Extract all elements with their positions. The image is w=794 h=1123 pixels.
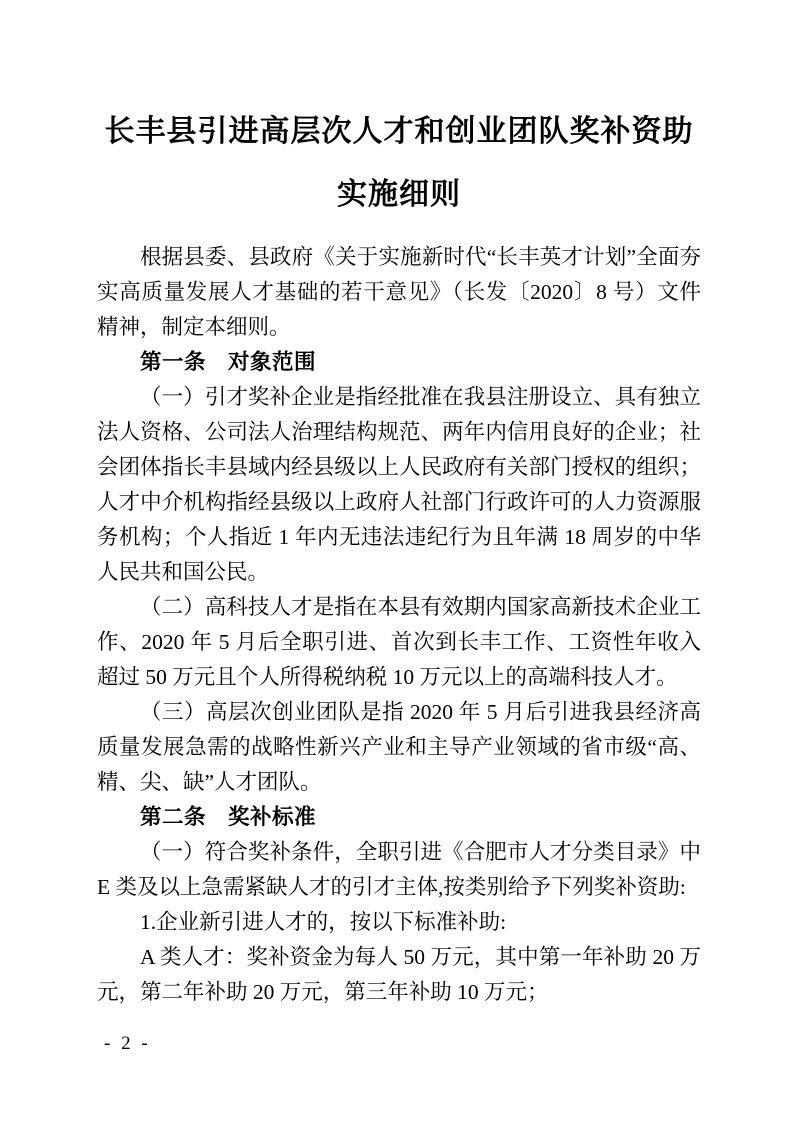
paragraph: A 类人才：奖补资金为每人 50 万元，其中第一年补助 20 万元，第二年补助 20 万元，第三年补助 10 万元； [97, 945, 701, 1004]
paragraph: （三）高层次创业团队是指 2020 年 5 月后引进我县经济高质量发展急需的战略性新兴产业和主导产业领域的省市级“高、精、尖、缺”人才团队。 [97, 700, 701, 794]
paragraph: 1.企业新引进人才的，按以下标准补助: [140, 910, 507, 934]
document-body [97, 240, 701, 1010]
section-heading: 第一条 对象范围 [140, 350, 317, 374]
page-number: - 2 - [104, 1033, 151, 1054]
paragraph: （一）符合奖补条件，全职引进《合肥市人才分类目录》中 E 类及以上急需紧缺人才的引才主体,按类别给予下列奖补资助: [97, 840, 701, 899]
paragraph: 根据县委、县政府《关于实施新时代“长丰英才计划”全面夯实高质量发展人才基础的若干意见》（长发〔2020〕8 号）文件精神，制定本细则。 [97, 245, 701, 339]
document-content [97, 100, 701, 1010]
paragraph: （二）高科技人才是指在本县有效期内国家高新技术企业工作、2020 年 5 月后全职引进、首次到长丰工作、工资性年收入超过 50 万元且个人所得税纳税 10 万元以上的高端科技人才。 [97, 595, 701, 689]
document-title-line2: 实施细则 [337, 178, 461, 211]
document-title [97, 100, 701, 226]
section-heading: 第二条 奖补标准 [140, 805, 317, 829]
paragraph: （一）引才奖补企业是指经批准在我县注册设立、具有独立法人资格、公司法人治理结构规范、两年内信用良好的企业；社会团体指长丰县域内经县级以上人民政府有关部门授权的组织；人才中介机构指经县级以上政府人社部门行政许可的人力资源服务机构；个人指近 1 年内无违法违纪行为且年满 18 周岁的中华人民共和国公民。 [97, 385, 701, 584]
document-title-line1: 长丰县引进高层次人才和创业团队奖补资助 [104, 115, 694, 148]
